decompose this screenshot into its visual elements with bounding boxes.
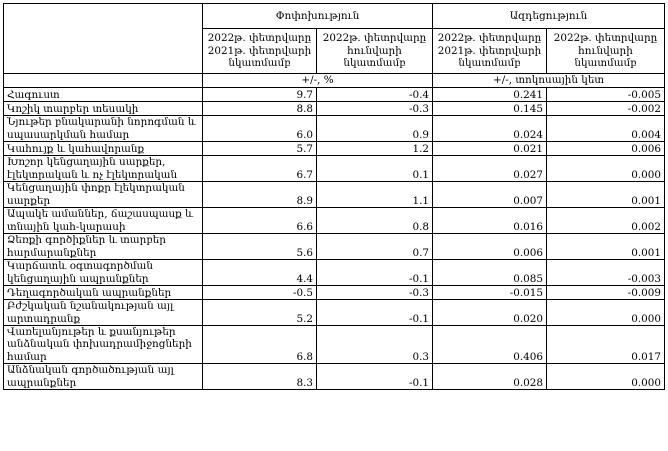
table-row xyxy=(4,102,665,116)
table-row xyxy=(4,88,665,102)
impact-mom-value: 0.001 xyxy=(547,234,665,260)
table-row xyxy=(4,286,665,300)
change-yoy-value: 6.6 xyxy=(203,208,317,234)
change-yoy-value: 6.8 xyxy=(203,326,317,364)
impact-mom-value: 0.001 xyxy=(547,182,665,208)
change-mom-value: 1.2 xyxy=(317,142,433,156)
impact-mom-value: 0.000 xyxy=(547,364,665,390)
change-mom-value: 0.8 xyxy=(317,208,433,234)
change-yoy-value: 5.2 xyxy=(203,300,317,326)
change-yoy-value: 8.3 xyxy=(203,364,317,390)
row-label: Դեղագործական ապրանքներ xyxy=(4,286,203,300)
change-yoy-value: 5.7 xyxy=(203,142,317,156)
change-yoy-value: 8.9 xyxy=(203,182,317,208)
table-row xyxy=(4,142,665,156)
row-label: Խոշոր կենցաղային սարքեր, էլեկտրական և ոչ էլեկտրական xyxy=(4,156,203,182)
unit-empty-cell xyxy=(4,74,203,88)
impact-mom-value: 0.000 xyxy=(547,156,665,182)
table-row xyxy=(4,116,665,142)
row-label: Անձնական գործածության այլ ապրանքներ xyxy=(4,364,203,390)
change-mom-value: -0.3 xyxy=(317,102,433,116)
header-impact-mom: 2022թ. փետրվարը հունվարի նկատմամբ xyxy=(547,29,665,74)
impact-mom-value: -0.002 xyxy=(547,102,665,116)
change-mom-value: -0.1 xyxy=(317,300,433,326)
change-mom-value: -0.4 xyxy=(317,88,433,102)
impact-mom-value: 0.002 xyxy=(547,208,665,234)
impact-yoy-value: 0.145 xyxy=(433,102,547,116)
row-label: Ապակե ամաններ, ճաշասպասք և տնային կահ-կարասի xyxy=(4,208,203,234)
impact-mom-value: 0.000 xyxy=(547,300,665,326)
impact-mom-value: -0.009 xyxy=(547,286,665,300)
change-mom-value: -0.1 xyxy=(317,260,433,286)
change-yoy-value: 4.4 xyxy=(203,260,317,286)
header-impact-group: Ազդեցություն xyxy=(433,4,665,29)
impact-yoy-value: -0.015 xyxy=(433,286,547,300)
impact-yoy-value: 0.007 xyxy=(433,182,547,208)
table-row xyxy=(4,208,665,234)
impact-yoy-value: 0.241 xyxy=(433,88,547,102)
impact-yoy-value: 0.406 xyxy=(433,326,547,364)
change-mom-value: 0.1 xyxy=(317,156,433,182)
table-row xyxy=(4,260,665,286)
change-yoy-value: 6.7 xyxy=(203,156,317,182)
table-row xyxy=(4,156,665,182)
header-impact-yoy: 2022թ. փետրվարը 2021թ. փետրվարի նկատմամբ xyxy=(433,29,547,74)
impact-yoy-value: 0.016 xyxy=(433,208,547,234)
change-yoy-value: -0.5 xyxy=(203,286,317,300)
change-mom-value: 0.9 xyxy=(317,116,433,142)
table-row xyxy=(4,364,665,390)
impact-yoy-value: 0.006 xyxy=(433,234,547,260)
impact-mom-value: -0.003 xyxy=(547,260,665,286)
header-change-group: Փոփոխություն xyxy=(203,4,433,29)
row-label: Կահույք և կահավորանք xyxy=(4,142,203,156)
impact-mom-value: 0.004 xyxy=(547,116,665,142)
impact-yoy-value: 0.027 xyxy=(433,156,547,182)
change-yoy-value: 6.0 xyxy=(203,116,317,142)
header-empty-cell xyxy=(4,4,203,74)
impact-yoy-value: 0.024 xyxy=(433,116,547,142)
row-label: Կենցաղային փոքր էլեկտրական սարքեր xyxy=(4,182,203,208)
impact-yoy-value: 0.021 xyxy=(433,142,547,156)
impact-yoy-value: 0.085 xyxy=(433,260,547,286)
impact-yoy-value: 0.028 xyxy=(433,364,547,390)
header-change-yoy: 2022թ. փետրվարը 2021թ. փետրվարի նկատմամբ xyxy=(203,29,317,74)
change-mom-value: -0.1 xyxy=(317,364,433,390)
change-mom-value: 0.3 xyxy=(317,326,433,364)
row-label: Կոշիկ տարբեր տեսակի xyxy=(4,102,203,116)
row-label: Վառելանյութեր և քսանյութեր անձնական փոխադրամիջոցների համար xyxy=(4,326,203,364)
change-mom-value: -0.3 xyxy=(317,286,433,300)
impact-yoy-value: 0.020 xyxy=(433,300,547,326)
change-mom-value: 1.1 xyxy=(317,182,433,208)
unit-impact: +/-, տոկոսային կետ xyxy=(433,74,665,88)
change-yoy-value: 5.6 xyxy=(203,234,317,260)
header-change-mom: 2022թ. փետրվարը հունվարի նկատմամբ xyxy=(317,29,433,74)
unit-change: +/-, % xyxy=(203,74,433,88)
change-mom-value: 0.7 xyxy=(317,234,433,260)
impact-mom-value: 0.017 xyxy=(547,326,665,364)
impact-mom-value: -0.005 xyxy=(547,88,665,102)
impact-mom-value: 0.006 xyxy=(547,142,665,156)
table-row xyxy=(4,234,665,260)
row-label: Հագուստ xyxy=(4,88,203,102)
row-label: Կարճատև օգտագործման կենցաղային ապրանքներ xyxy=(4,260,203,286)
inflation-table xyxy=(3,3,665,390)
row-label: Բժշկական նշանակության այլ արտադրանք xyxy=(4,300,203,326)
table-row xyxy=(4,300,665,326)
row-label: Ձեռքի գործիքներ և տարբեր հարմարանքներ xyxy=(4,234,203,260)
table-row xyxy=(4,182,665,208)
change-yoy-value: 8.8 xyxy=(203,102,317,116)
row-label: Նյութեր բնակարանի նորոգման և սպասարկման համար xyxy=(4,116,203,142)
table-row xyxy=(4,326,665,364)
change-yoy-value: 9.7 xyxy=(203,88,317,102)
